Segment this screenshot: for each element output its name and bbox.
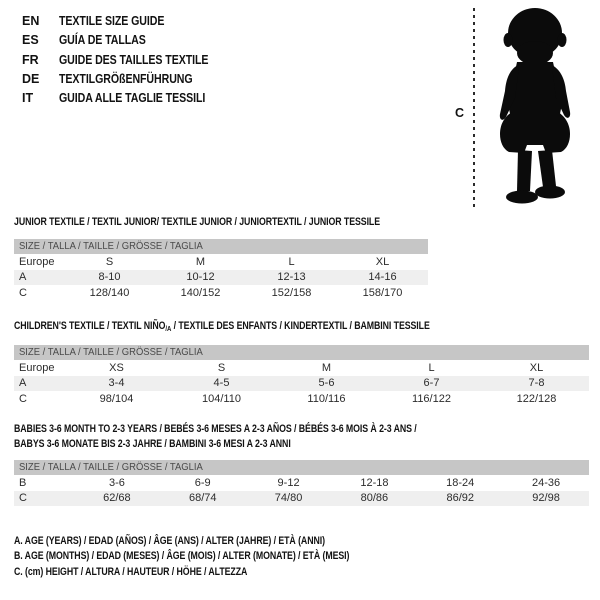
size-cell: 122/128 [516,392,557,405]
row-label: C [19,492,27,505]
size-cell: S [105,255,114,268]
table-row [14,360,589,376]
footnote-a: A. AGE (YEARS) / EDAD (AÑOS) / ÂGE (ANS) / ALTER (JAHRE) / ETÀ (ANNI) [14,535,325,547]
row-label: Europe [19,361,55,374]
size-cell: 152/158 [271,286,312,299]
size-cell: XS [109,361,124,374]
size-header-bar [14,460,589,475]
lang-title: GUIDE DES TAILLES TEXTILE [59,52,209,67]
size-header-bar [14,239,428,254]
babies-table-heading [14,422,517,452]
lang-row [22,12,235,31]
row-label: B [19,476,27,489]
table-row [14,285,428,301]
heading-text: BABIES 3-6 MONTH TO 2-3 YEARS / BEBÉS 3-6 MESES A 2-3 AÑOS / BÉBÉS 3-6 MOIS À 2-3 ANS / [14,423,417,435]
table-row [14,475,589,491]
lang-row [22,70,235,89]
size-header-text: SIZE / TALLA / TAILLE / GRÖSSE / TAGLIA [19,240,203,252]
size-cell: 5-6 [318,377,335,390]
lang-row [22,51,235,70]
size-cell: 74/80 [274,492,303,505]
height-label-c: C [455,106,465,120]
size-cell: 128/140 [89,286,130,299]
children-table-heading [14,319,534,336]
size-cell: 98/104 [99,392,134,405]
row-label: C [19,392,27,405]
row-label: Europe [19,255,55,268]
children-size-table [14,360,589,407]
size-cell: 68/74 [188,492,217,505]
size-cell: 92/98 [532,492,560,505]
size-cell: 6-9 [194,476,211,489]
size-cell: 62/68 [103,492,131,505]
size-cell: 3-6 [108,476,125,489]
height-dashed-line [473,8,475,207]
size-cell: L [428,361,435,374]
lang-code: IT [22,91,34,106]
size-header-bar [14,345,589,360]
heading-subscript: /A [165,324,172,333]
footnote-b: B. AGE (MONTHS) / EDAD (MESES) / ÂGE (MOIS) / ALTER (MONATE) / ETÀ (MESI) [14,550,350,563]
size-cell: 7-8 [528,377,545,390]
heading-text-line2: BABYS 3-6 MONATE BIS 2-3 JAHRE / BAMBINI 3-6 MESI A 2-3 ANNI [14,438,291,450]
heading-text: JUNIOR TEXTILE / TEXTIL JUNIOR/ TEXTILE JUNIOR / JUNIORTEXTIL / JUNIOR TESSILE [14,216,381,228]
size-cell: 10-12 [186,271,215,284]
footnotes [14,534,433,580]
babies-size-table-wrap [14,460,589,506]
size-cell: 116/122 [412,392,451,405]
lang-code: FR [22,52,39,67]
junior-size-table-wrap [14,239,428,301]
table-row [14,270,428,286]
size-cell: 140/152 [180,286,221,299]
lang-row [22,31,235,50]
junior-size-table [14,254,428,301]
size-cell: 4-5 [213,377,230,390]
size-cell: 12-18 [360,476,389,489]
babies-size-table [14,475,589,506]
lang-title: TEXTILGRÖßENFÜHRUNG [59,71,193,86]
row-label: C [19,286,27,299]
heading-text: CHILDREN'S TEXTILE / TEXTIL NIÑO [14,320,166,332]
heading-text: / TEXTILE DES ENFANTS / KINDERTEXTIL / BAMBINI TESSILE [171,320,430,332]
size-cell: 18-24 [446,476,475,489]
size-cell: XL [529,361,544,374]
junior-table-heading [14,215,472,232]
table-row [14,491,589,507]
lang-code: DE [22,71,40,86]
size-cell: 6-7 [423,377,440,390]
table-row [14,376,589,392]
size-cell: 104/110 [202,392,241,405]
size-cell: M [321,361,332,374]
lang-code: ES [22,33,39,48]
size-cell: M [195,255,206,268]
lang-title: TEXTILE SIZE GUIDE [59,14,165,28]
footnote-c: C. (cm) HEIGHT / ALTURA / HAUTEUR / HÖHE / ALTEZZA [14,565,248,578]
lang-row [22,89,235,108]
lang-title: GUIDA ALLE TAGLIE TESSILI [59,91,206,106]
size-cell: L [288,255,295,268]
size-cell: 24-36 [532,476,561,489]
lang-code: EN [22,14,40,28]
table-row [14,254,428,270]
size-cell: 3-4 [108,377,125,390]
size-cell: 158/170 [362,286,403,299]
size-cell: 8-10 [98,271,121,284]
row-label: A [19,377,27,390]
size-cell: 14-16 [368,271,397,284]
size-header-text: SIZE / TALLA / TAILLE / GRÖSSE / TAGLIA [19,461,203,473]
size-cell: 110/116 [307,392,346,405]
lang-title: GUÍA DE TALLAS [59,33,146,48]
size-cell: XL [375,255,390,268]
language-title-list [22,12,235,108]
children-size-table-wrap [14,345,589,407]
table-row [14,391,589,407]
size-cell: 9-12 [277,476,300,489]
row-label: A [19,271,27,284]
size-cell: 86/92 [446,492,474,505]
size-header-text: SIZE / TALLA / TAILLE / GRÖSSE / TAGLIA [19,346,203,358]
size-cell: 80/86 [360,492,389,505]
size-cell: S [217,361,226,374]
baby-silhouette-icon [482,6,588,206]
size-cell: 12-13 [277,271,306,284]
